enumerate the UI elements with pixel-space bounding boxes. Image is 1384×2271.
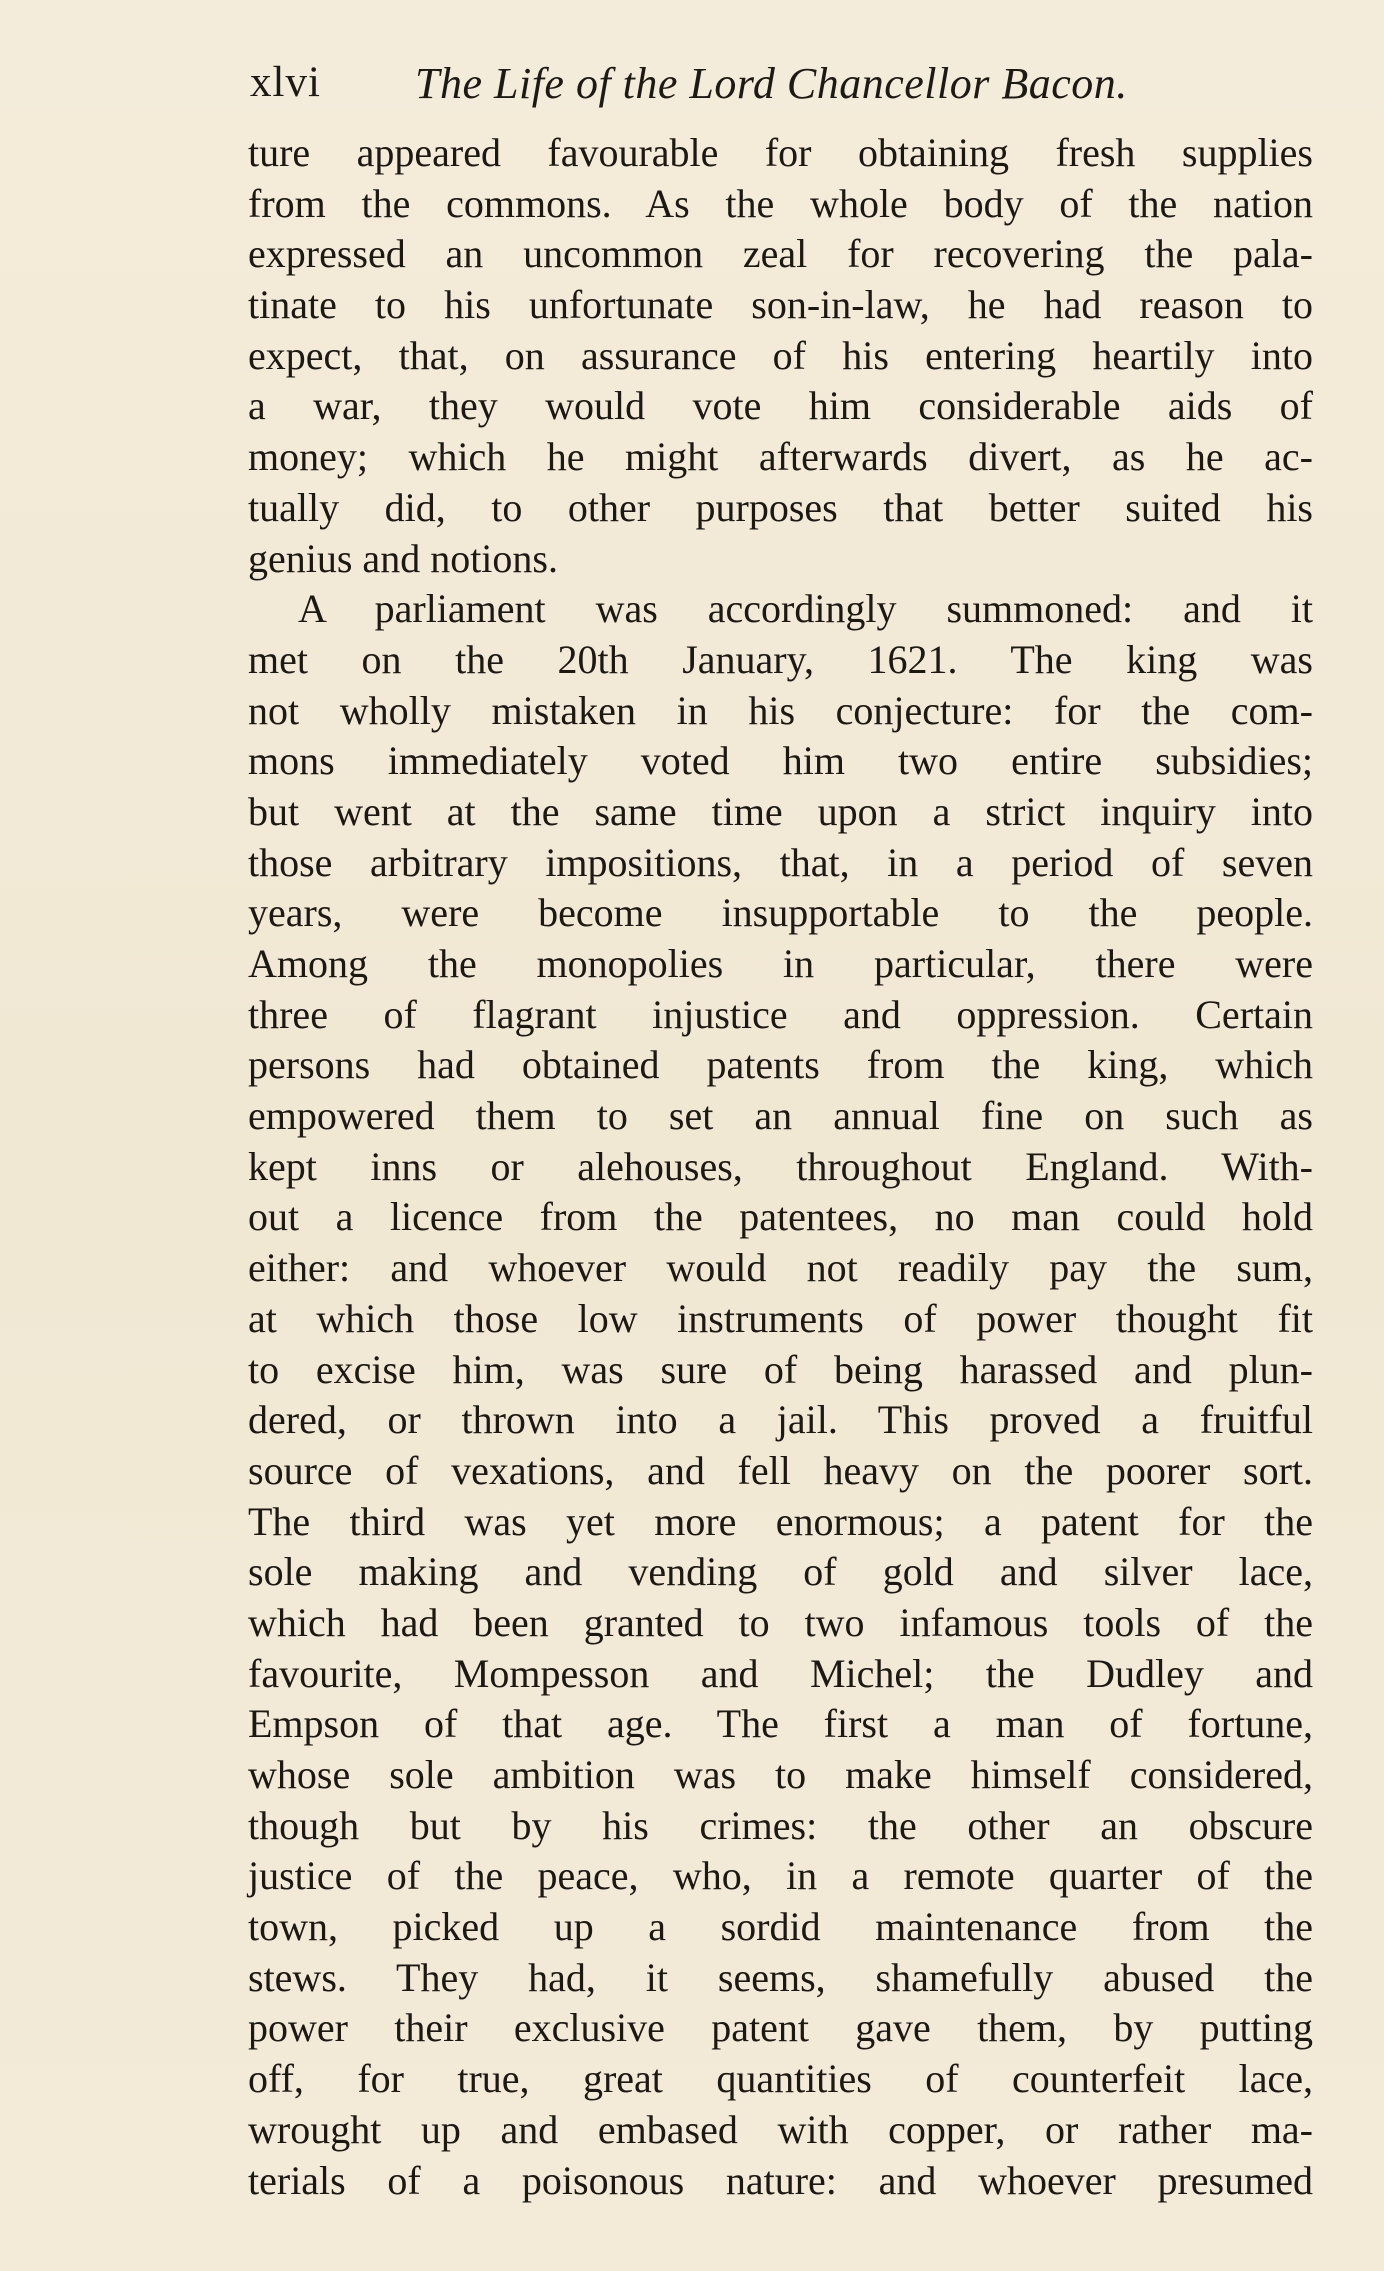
page-header: [250, 58, 1310, 118]
text-line: not wholly mistaken in his conjecture: for the com-: [248, 687, 1313, 733]
text-line: but went at the same time upon a strict inquiry into: [248, 788, 1313, 834]
text-line: Empson of that age. The first a man of fortune,: [248, 1701, 1313, 1747]
text-line: tually did, to other purposes that better suited his: [248, 484, 1313, 530]
text-line: at which those low instruments of power thought fit: [248, 1295, 1313, 1341]
text-line: a war, they would vote him considerable aids of: [248, 383, 1313, 429]
text-line: expect, that, on assurance of his entering heartily into: [248, 332, 1313, 378]
text-line: stews. They had, it seems, shamefully abused the: [248, 1954, 1313, 2000]
text-line: money; which he might afterwards divert, as he ac-: [248, 434, 1313, 480]
text-line: justice of the peace, who, in a remote quarter of the: [248, 1853, 1313, 1899]
text-line: whose sole ambition was to make himself considered,: [248, 1752, 1313, 1797]
page-number: xlvi: [250, 59, 321, 106]
text-line: off, for true, great quantities of counterfeit lace,: [248, 2056, 1313, 2102]
text-line: ture appeared favourable for obtaining fresh supplies: [248, 130, 1313, 175]
text-line: from the commons. As the whole body of the nation: [248, 180, 1313, 226]
text-line: to excise him, was sure of being harassed and plun-: [248, 1346, 1313, 1392]
text-line: Among the monopolies in particular, there were: [248, 941, 1313, 986]
text-line: either: and whoever would not readily pay the sum,: [248, 1245, 1313, 1291]
text-line: kept inns or alehouses, throughout England. With-: [248, 1143, 1313, 1189]
text-line: empowered them to set an annual fine on such as: [248, 1093, 1313, 1139]
body-text: [248, 128, 1313, 2206]
text-line: mons immediately voted him two entire subsidies;: [248, 738, 1313, 784]
text-line: out a licence from the patentees, no man could hold: [248, 1194, 1313, 1240]
text-line: wrought up and embased with copper, or rather ma-: [248, 2106, 1313, 2152]
text-line: those arbitrary impositions, that, in a period of seven: [248, 839, 1313, 885]
text-line: power their exclusive patent gave them, by putting: [248, 2005, 1313, 2051]
text-line: met on the 20th January, 1621. The king was: [248, 636, 1313, 682]
running-title: The Life of the Lord Chancellor Bacon.: [415, 59, 1128, 108]
paragraph-first-line: A parliament was accordingly summoned: and it: [298, 586, 1313, 632]
text-line: tinate to his unfortunate son-in-law, he had reason to: [248, 282, 1313, 328]
text-line: favourite, Mompesson and Michel; the Dudley and: [248, 1650, 1313, 1696]
text-line: which had been granted to two infamous tools of the: [248, 1599, 1313, 1645]
text-line: dered, or thrown into a jail. This proved a fruitful: [248, 1397, 1313, 1443]
text-line: source of vexations, and fell heavy on the poorer sort.: [248, 1447, 1313, 1493]
text-line: though but by his crimes: the other an obscure: [248, 1802, 1313, 1848]
text-line: sole making and vending of gold and silver lace,: [248, 1549, 1313, 1595]
text-line: terials of a poisonous nature: and whoever presumed: [248, 2157, 1313, 2203]
text-line: years, were become insupportable to the people.: [248, 890, 1313, 936]
text-line: town, picked up a sordid maintenance from the: [248, 1904, 1313, 1950]
text-line: The third was yet more enormous; a patent for the: [248, 1498, 1313, 1544]
text-line: three of flagrant injustice and oppression. Certain: [248, 991, 1313, 1037]
text-line: persons had obtained patents from the king, which: [248, 1042, 1313, 1088]
text-line: expressed an uncommon zeal for recovering the pala-: [248, 231, 1313, 277]
paragraph-end-line: genius and notions.: [248, 535, 558, 581]
